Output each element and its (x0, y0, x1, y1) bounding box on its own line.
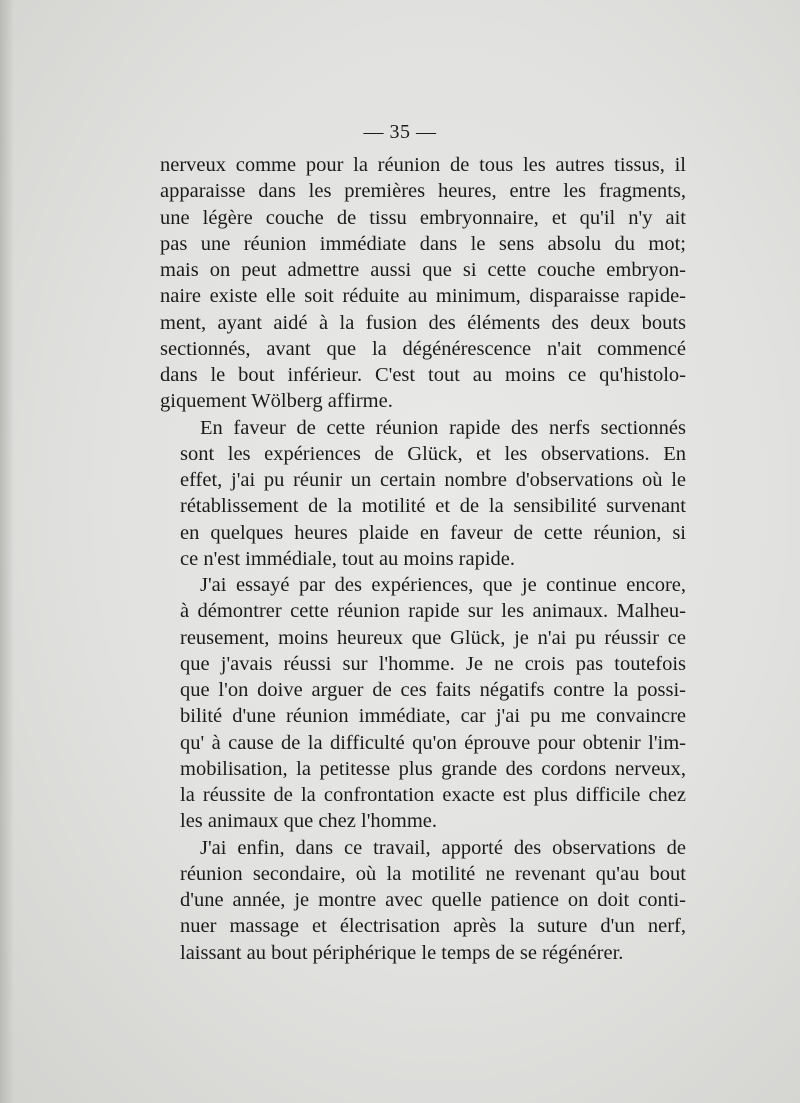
text-line: ce n'est immédiale, tout au moins rapide. (180, 547, 516, 570)
text-line: J'ai enfin, dans ce travail, apporté des observations de (200, 836, 686, 859)
text-line: mobilisation, la petitesse plus grande des cordons nerveux, (180, 757, 686, 780)
text-line: pas une réunion immédiate dans le sens absolu du mot; (160, 232, 686, 255)
text-line: d'une année, je montre avec quelle patience on doit conti- (180, 889, 686, 911)
text-line: reusement, moins heureux que Glück, je n'ai pu réussir ce (180, 626, 686, 649)
page-number: — 35 — (363, 121, 437, 143)
text-line: nuer massage et électrisation après la suture d'un nerf, (180, 915, 686, 938)
paragraph-2 (160, 415, 686, 573)
text-line: qu' à cause de la difficulté qu'on éprouve pour obtenir l'im- (180, 731, 686, 754)
text-line: que l'on doive arguer de ces faits négatifs contre la possi- (180, 679, 686, 701)
text-line: une légère couche de tissu embryonnaire, et qu'il n'y ait (160, 206, 686, 229)
text-line: que j'avais réussi sur l'homme. Je ne crois pas toutefois (180, 652, 686, 675)
text-line: effet, j'ai pu réunir un certain nombre d'observations où le (180, 469, 686, 491)
text-line: naire existe elle soit réduite au minimum, disparaisse rapide- (160, 285, 686, 308)
text-line: J'ai essayé par des expériences, que je continue encore, (200, 574, 686, 596)
text-line: apparaisse dans les premières heures, entre les fragments, (160, 180, 686, 203)
text-line: sont les expériences de Glück, et les observations. En (180, 442, 686, 465)
text-line: sectionnés, avant que la dégénérescence n'ait commencé (160, 337, 686, 360)
page-edge-shadow (0, 0, 14, 1103)
text-line: à démontrer cette réunion rapide sur les animaux. Malheu- (180, 600, 686, 623)
text-line: En faveur de cette réunion rapide des nerfs sectionnés (200, 416, 686, 439)
text-line: la réussite de la confrontation exacte est plus difficile chez (180, 784, 686, 806)
paragraph-4 (160, 835, 686, 966)
body-text (160, 152, 686, 966)
text-line: en quelques heures plaide en faveur de cette réunion, si (180, 521, 686, 544)
text-line: laissant au bout périphérique le temps de se régénérer. (180, 941, 624, 964)
paragraph-1 (160, 152, 686, 415)
text-line: bilité d'une réunion immédiate, car j'ai pu me convaincre (180, 705, 686, 728)
text-line: nerveux comme pour la réunion de tous les autres tissus, il (160, 154, 686, 176)
text-line: rétablissement de la motilité et de la sensibilité survenant (180, 495, 686, 518)
text-line: les animaux que chez l'homme. (180, 810, 438, 833)
paragraph-3 (160, 572, 686, 835)
text-line: ment, ayant aidé à la fusion des éléments des deux bouts (160, 311, 686, 334)
text-line: réunion secondaire, où la motilité ne revenant qu'au bout (180, 862, 686, 885)
text-line: dans le bout inférieur. C'est tout au moins ce qu'histolo- (160, 364, 686, 386)
text-line: mais on peut admettre aussi que si cette couche embryon- (160, 259, 686, 281)
text-line: giquement Wölberg affirme. (160, 390, 393, 413)
